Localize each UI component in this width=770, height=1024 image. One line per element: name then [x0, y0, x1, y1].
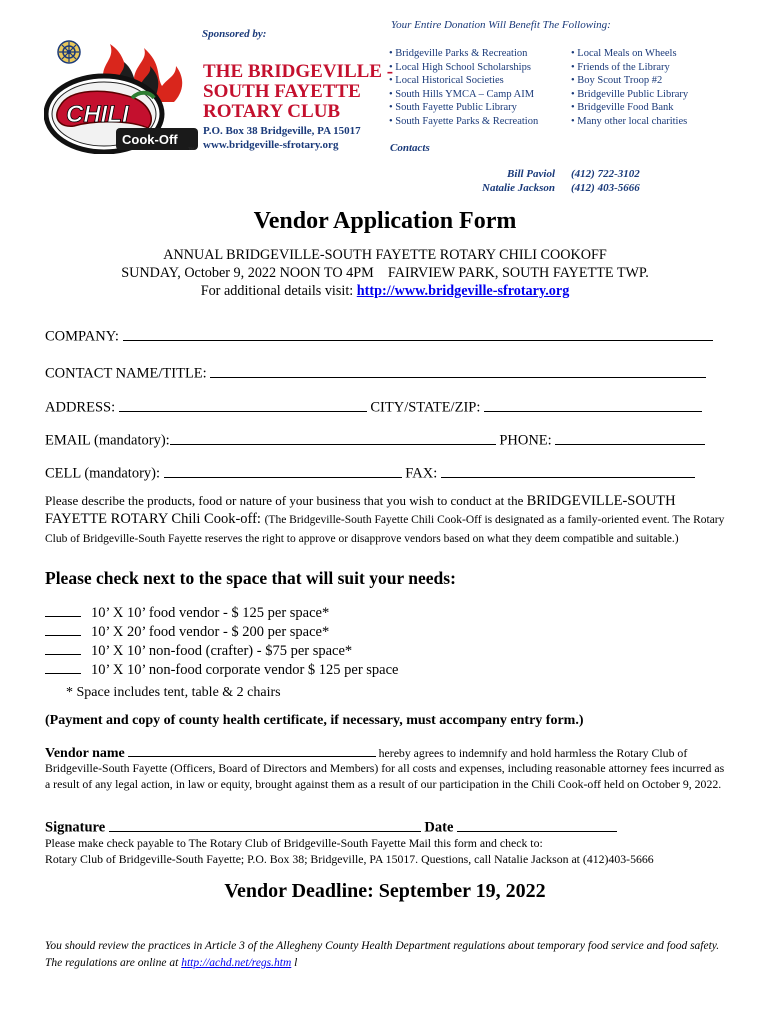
description-disclaimer: (The Bridgeville-South Fayette Chili Cook-Off is designated as a family-oriented event. The Rotary Club of Bridgeville-South Fayette reserves the right to approve or disapprove vendors based on what they deem compatible and suitable.) — [45, 514, 725, 545]
vendor-name-label: Vendor name — [45, 745, 125, 761]
fax-input[interactable] — [441, 462, 695, 478]
space-checkbox-blank[interactable] — [45, 641, 81, 655]
contact-name: Natalie Jackson — [482, 182, 556, 194]
indemnity-text: hereby agrees to indemnify and hold harmless the Rotary Club of Bridgeville-South Fayette (Officers, Board of Directors and Members) for all costs and expenses, including reasonable attorney fees incurred as a result of any legal action, in law or equity, brought against them as a result of our participation in the Chili Cook-off held on October 9, 2022. — [45, 745, 725, 791]
vendor-name-input[interactable] — [128, 744, 376, 757]
city-state-zip-label: CITY/STATE/ZIP: — [370, 399, 481, 416]
company-field-row — [45, 325, 713, 346]
company-input[interactable] — [123, 325, 713, 341]
contact-phones — [571, 167, 640, 195]
benefits-list-left — [389, 47, 538, 128]
space-option-label: 10’ X 10’ food vendor - $ 125 per space* — [91, 605, 330, 621]
benefit-item: • Bridgeville Food Bank — [571, 102, 674, 113]
indemnity-statement — [45, 744, 725, 792]
signature-label: Signature — [45, 819, 106, 836]
space-option-label: 10’ X 10’ non-food corporate vendor $ 125 per space — [91, 662, 399, 678]
chili-cookoff-logo — [44, 42, 200, 154]
signature-input[interactable] — [109, 816, 421, 832]
contact-field-row — [45, 362, 706, 383]
phone-input[interactable] — [555, 429, 705, 445]
benefits-heading: Your Entire Donation Will Benefit The Following: — [391, 19, 611, 31]
business-description-prompt — [45, 492, 725, 548]
health-regulations-note — [45, 938, 735, 972]
description-text-2: Chili Cook-off: — [167, 511, 265, 527]
date-label: Date — [424, 819, 454, 836]
benefit-item: • South Fayette Public Library — [389, 102, 517, 113]
address-input[interactable] — [119, 396, 367, 412]
contact-name-label: CONTACT NAME/TITLE: — [45, 365, 207, 382]
space-checkbox-blank[interactable] — [45, 622, 81, 636]
space-option — [45, 603, 398, 622]
club-name — [203, 62, 393, 122]
contact-phone: (412) 403-5666 — [571, 182, 640, 194]
club-website: www.bridgeville-sfrotary.org — [203, 139, 339, 151]
phone-label: PHONE: — [499, 432, 552, 449]
vendor-deadline: Vendor Deadline: September 19, 2022 — [224, 880, 546, 902]
benefit-item: • Friends of the Library — [571, 61, 670, 73]
benefit-item: • Bridgeville Public Library — [571, 88, 689, 100]
benefit-item: • South Fayette Parks & Recreation — [389, 115, 539, 127]
contact-name: Bill Paviol — [507, 168, 556, 180]
logo-trademark: TM — [188, 146, 194, 151]
check-instructions-line: Please make check payable to The Rotary Club of Bridgeville-South Fayette Mail this form and check to: — [45, 836, 543, 850]
club-address: P.O. Box 38 Bridgeville, PA 15017 — [203, 125, 361, 137]
space-option — [45, 641, 398, 660]
event-details-line — [0, 282, 770, 300]
space-options-list — [45, 603, 398, 679]
description-text: Please describe the products, food or nature of your business that you wish to conduct at the — [45, 493, 527, 508]
club-name-line: THE BRIDGEVILLE - — [203, 61, 394, 82]
page-title: Vendor Application Form — [253, 208, 517, 234]
space-option — [45, 660, 398, 679]
email-field-row — [45, 429, 705, 450]
details-prefix: For additional details visit: — [200, 283, 357, 299]
contact-names — [482, 167, 555, 195]
fax-label: FAX: — [405, 465, 438, 482]
check-instructions — [45, 835, 654, 867]
contact-name-input[interactable] — [210, 362, 706, 378]
logo-title: CHILI — [66, 101, 129, 128]
benefit-item: • South Hills YMCA – Camp AIM — [389, 88, 535, 100]
address-field-row — [45, 396, 702, 417]
club-address-block — [203, 124, 361, 152]
contacts-heading: Contacts — [390, 142, 430, 154]
signature-row — [45, 816, 617, 837]
regulations-suffix: l — [291, 957, 298, 969]
email-label: EMAIL (mandatory): — [45, 432, 170, 449]
benefit-item: • Local Meals on Wheels — [571, 48, 677, 59]
benefit-item: • Boy Scout Troop #2 — [571, 75, 663, 86]
club-name-line: SOUTH FAYETTE — [203, 81, 361, 102]
benefit-item: • Local Historical Societies — [389, 75, 504, 86]
space-option-label: 10’ X 10’ non-food (crafter) - $75 per space* — [91, 643, 353, 659]
cell-input[interactable] — [164, 462, 402, 478]
benefits-list-right — [571, 47, 688, 128]
event-intro — [0, 246, 770, 300]
check-instructions-line: Rotary Club of Bridgeville-South Fayette; P.O. Box 38; Bridgeville, PA 15017. Questions, call Natalie Jackson at (412)403-5666 — [45, 852, 654, 866]
space-includes-note: * Space includes tent, table & 2 chairs — [66, 685, 281, 700]
event-date-location: SUNDAY, October 9, 2022 NOON TO 4PM FAIRVIEW PARK, SOUTH FAYETTE TWP. — [121, 265, 649, 281]
company-label: COMPANY: — [45, 328, 119, 345]
space-option-label: 10’ X 20’ food vendor - $ 200 per space* — [91, 624, 330, 640]
date-input[interactable] — [457, 816, 617, 832]
space-checkbox-blank[interactable] — [45, 660, 81, 674]
cell-label: CELL (mandatory): — [45, 465, 161, 482]
space-option — [45, 622, 398, 641]
benefit-item: • Local High School Scholarships — [389, 61, 531, 73]
benefit-item: • Many other local charities — [571, 115, 688, 127]
regulations-link[interactable]: http://achd.net/regs.htm — [181, 957, 292, 969]
payment-note: (Payment and copy of county health certificate, if necessary, must accompany entry form.) — [45, 713, 584, 728]
sponsored-by-label: Sponsored by: — [202, 28, 267, 40]
benefit-item: • Bridgeville Parks & Recreation — [389, 48, 528, 59]
contact-phone: (412) 722-3102 — [571, 168, 640, 180]
space-checkbox-blank[interactable] — [45, 603, 81, 617]
email-input[interactable] — [170, 429, 496, 445]
event-title: ANNUAL BRIDGEVILLE-SOUTH FAYETTE ROTARY CHILI COOKOFF — [163, 247, 607, 263]
description-club-name: BRIDGEVILLE-SOUTH FAYETTE ROTARY — [45, 493, 676, 527]
club-website-link[interactable]: http://www.bridgeville-sfrotary.org — [356, 283, 570, 299]
address-label: ADDRESS: — [45, 399, 116, 416]
cell-field-row — [45, 462, 695, 483]
club-name-line: ROTARY CLUB — [203, 101, 341, 122]
space-options-heading: Please check next to the space that will suit your needs: — [45, 568, 456, 588]
city-state-zip-input[interactable] — [484, 396, 702, 412]
logo-subtitle: Cook-Off — [122, 132, 178, 147]
regulations-text: You should review the practices in Article 3 of the Allegheny County Health Department regulations about temporary food service and food safety. The regulations are online at — [45, 940, 720, 969]
